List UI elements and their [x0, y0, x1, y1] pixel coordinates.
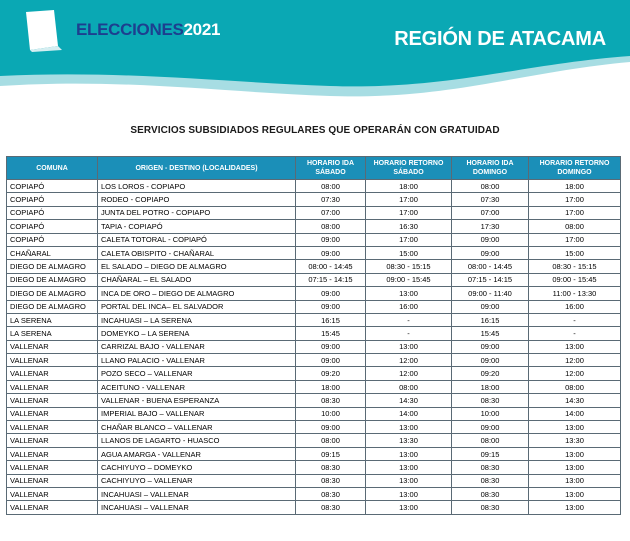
cell-ida-domingo: 08:00 — [452, 434, 529, 447]
table-row — [7, 313, 621, 326]
cell-comuna: VALLENAR — [7, 421, 98, 434]
cell-ida-domingo: 15:45 — [452, 327, 529, 340]
table-row — [7, 434, 621, 447]
cell-ida-domingo: 09:00 — [452, 246, 529, 259]
cell-retorno-sabado: 12:00 — [366, 354, 452, 367]
cell-ida-sabado: 08:00 - 14:45 — [296, 260, 366, 273]
cell-retorno-domingo: 13:30 — [529, 434, 621, 447]
table-row — [7, 246, 621, 259]
cell-comuna: COPIAPÓ — [7, 220, 98, 233]
cell-origen-destino: INCA DE ORO – DIEGO DE ALMAGRO — [98, 287, 296, 300]
table-row — [7, 461, 621, 474]
cell-retorno-sabado: 15:00 — [366, 246, 452, 259]
cell-comuna: VALLENAR — [7, 501, 98, 514]
cell-retorno-sabado: 13:30 — [366, 434, 452, 447]
cell-retorno-domingo: 12:00 — [529, 367, 621, 380]
cell-retorno-domingo: 13:00 — [529, 501, 621, 514]
cell-ida-domingo: 17:30 — [452, 220, 529, 233]
logo-word: ELECCIONES — [76, 20, 184, 39]
cell-ida-domingo: 09:00 — [452, 233, 529, 246]
cell-origen-destino: TAPIA - COPIAPÓ — [98, 220, 296, 233]
cell-retorno-sabado: 13:00 — [366, 287, 452, 300]
cell-ida-sabado: 15:45 — [296, 327, 366, 340]
col-header-comuna: COMUNA — [7, 157, 98, 180]
cell-retorno-sabado: 08:00 — [366, 380, 452, 393]
banner-wave-graphic — [0, 0, 630, 110]
col-header-ida-domingo: HORARIO IDA DOMINGO — [452, 157, 529, 180]
cell-comuna: COPIAPÓ — [7, 180, 98, 193]
cell-retorno-domingo: 17:00 — [529, 206, 621, 219]
cell-ida-sabado: 08:00 — [296, 220, 366, 233]
cell-origen-destino: ACEITUNO - VALLENAR — [98, 380, 296, 393]
cell-ida-sabado: 09:00 — [296, 421, 366, 434]
cell-ida-domingo: 09:00 — [452, 300, 529, 313]
table-row — [7, 367, 621, 380]
cell-comuna: LA SERENA — [7, 313, 98, 326]
cell-origen-destino: CALETA OBISPITO - CHAÑARAL — [98, 246, 296, 259]
cell-comuna: DIEGO DE ALMAGRO — [7, 260, 98, 273]
cell-retorno-sabado: 17:00 — [366, 193, 452, 206]
cell-ida-domingo: 07:00 — [452, 206, 529, 219]
table-header-row — [7, 157, 621, 180]
cell-retorno-domingo: 08:00 — [529, 220, 621, 233]
cell-ida-sabado: 08:30 — [296, 474, 366, 487]
cell-comuna: VALLENAR — [7, 340, 98, 353]
cell-retorno-sabado: 13:00 — [366, 340, 452, 353]
table-row — [7, 260, 621, 273]
cell-ida-sabado: 09:00 — [296, 340, 366, 353]
cell-comuna: COPIAPÓ — [7, 233, 98, 246]
table-row — [7, 327, 621, 340]
cell-ida-domingo: 09:00 — [452, 421, 529, 434]
cell-retorno-domingo: 09:00 - 15:45 — [529, 273, 621, 286]
cell-retorno-sabado: 16:00 — [366, 300, 452, 313]
cell-ida-domingo: 08:00 - 14:45 — [452, 260, 529, 273]
table-row — [7, 474, 621, 487]
cell-ida-domingo: 09:00 - 11:40 — [452, 287, 529, 300]
logo-wordmark — [76, 20, 220, 40]
cell-ida-sabado: 08:00 — [296, 434, 366, 447]
cell-ida-domingo: 18:00 — [452, 380, 529, 393]
cell-ida-sabado: 09:00 — [296, 233, 366, 246]
cell-ida-sabado: 07:00 — [296, 206, 366, 219]
cell-retorno-sabado: 13:00 — [366, 487, 452, 500]
cell-comuna: VALLENAR — [7, 407, 98, 420]
cell-retorno-domingo: 18:00 — [529, 180, 621, 193]
col-header-ida-sabado: HORARIO IDA SÁBADO — [296, 157, 366, 180]
cell-ida-sabado: 08:00 — [296, 180, 366, 193]
cell-ida-sabado: 18:00 — [296, 380, 366, 393]
cell-retorno-domingo: 11:00 - 13:30 — [529, 287, 621, 300]
cell-retorno-sabado: 18:00 — [366, 180, 452, 193]
cell-origen-destino: CALETA TOTORAL - COPIAPÓ — [98, 233, 296, 246]
col-header-retorno-domingo: HORARIO RETORNO DOMINGO — [529, 157, 621, 180]
cell-origen-destino: CHAÑAR BLANCO – VALLENAR — [98, 421, 296, 434]
cell-comuna: DIEGO DE ALMAGRO — [7, 300, 98, 313]
cell-retorno-domingo: - — [529, 327, 621, 340]
cell-retorno-domingo: 16:00 — [529, 300, 621, 313]
col-header-origen-destino: ORIGEN - DESTINO (LOCALIDADES) — [98, 157, 296, 180]
cell-ida-domingo: 08:30 — [452, 394, 529, 407]
table-row — [7, 421, 621, 434]
cell-retorno-sabado: 08:30 - 15:15 — [366, 260, 452, 273]
cell-comuna: VALLENAR — [7, 487, 98, 500]
cell-origen-destino: LLANOS DE LAGARTO - HUASCO — [98, 434, 296, 447]
table-row — [7, 380, 621, 393]
cell-ida-sabado: 09:00 — [296, 246, 366, 259]
page-subtitle: SERVICIOS SUBSIDIADOS REGULARES QUE OPERARÁN CON GRATUIDAD — [130, 125, 500, 136]
cell-comuna: VALLENAR — [7, 434, 98, 447]
table-row — [7, 501, 621, 514]
logo-year: 2021 — [183, 20, 221, 39]
cell-ida-sabado: 09:15 — [296, 447, 366, 460]
cell-comuna: VALLENAR — [7, 394, 98, 407]
cell-comuna: DIEGO DE ALMAGRO — [7, 287, 98, 300]
cell-ida-sabado: 08:30 — [296, 461, 366, 474]
table-row — [7, 447, 621, 460]
cell-retorno-domingo: 08:00 — [529, 380, 621, 393]
cell-comuna: VALLENAR — [7, 380, 98, 393]
cell-retorno-domingo: 13:00 — [529, 421, 621, 434]
cell-origen-destino: INCAHUASI – VALLENAR — [98, 487, 296, 500]
cell-retorno-sabado: - — [366, 327, 452, 340]
cell-ida-domingo: 16:15 — [452, 313, 529, 326]
cell-ida-domingo: 09:15 — [452, 447, 529, 460]
cell-comuna: VALLENAR — [7, 354, 98, 367]
cell-retorno-sabado: - — [366, 313, 452, 326]
cell-retorno-domingo: 13:00 — [529, 340, 621, 353]
table-row — [7, 206, 621, 219]
cell-retorno-sabado: 16:30 — [366, 220, 452, 233]
cell-ida-domingo: 08:30 — [452, 501, 529, 514]
cell-ida-sabado: 07:15 - 14:15 — [296, 273, 366, 286]
schedule-table — [6, 156, 621, 515]
cell-retorno-domingo: 14:00 — [529, 407, 621, 420]
cell-retorno-sabado: 13:00 — [366, 447, 452, 460]
cell-retorno-sabado: 13:00 — [366, 474, 452, 487]
cell-retorno-sabado: 17:00 — [366, 206, 452, 219]
table-row — [7, 487, 621, 500]
cell-retorno-domingo: 13:00 — [529, 474, 621, 487]
cell-retorno-sabado: 14:30 — [366, 394, 452, 407]
cell-retorno-domingo: 17:00 — [529, 233, 621, 246]
cell-ida-sabado: 09:00 — [296, 354, 366, 367]
table-row — [7, 273, 621, 286]
cell-retorno-domingo: 13:00 — [529, 487, 621, 500]
cell-comuna: VALLENAR — [7, 474, 98, 487]
cell-comuna: COPIAPÓ — [7, 193, 98, 206]
cell-retorno-domingo: 13:00 — [529, 447, 621, 460]
cell-origen-destino: EL SALADO – DIEGO DE ALMAGRO — [98, 260, 296, 273]
cell-ida-domingo: 10:00 — [452, 407, 529, 420]
cell-comuna: LA SERENA — [7, 327, 98, 340]
cell-origen-destino: INCAHUASI – VALLENAR — [98, 501, 296, 514]
cell-comuna: VALLENAR — [7, 447, 98, 460]
cell-ida-sabado: 08:30 — [296, 487, 366, 500]
cell-retorno-domingo: - — [529, 313, 621, 326]
cell-ida-domingo: 09:20 — [452, 367, 529, 380]
cell-ida-sabado: 08:30 — [296, 501, 366, 514]
cell-ida-domingo: 08:30 — [452, 487, 529, 500]
cell-retorno-domingo: 17:00 — [529, 193, 621, 206]
table-body — [7, 180, 621, 515]
cell-retorno-domingo: 12:00 — [529, 354, 621, 367]
cell-origen-destino: CARRIZAL BAJO - VALLENAR — [98, 340, 296, 353]
cell-origen-destino: CACHIYUYO – DOMEYKO — [98, 461, 296, 474]
cell-origen-destino: AGUA AMARGA - VALLENAR — [98, 447, 296, 460]
table-row — [7, 354, 621, 367]
cell-ida-domingo: 07:30 — [452, 193, 529, 206]
cell-ida-sabado: 07:30 — [296, 193, 366, 206]
table-row — [7, 233, 621, 246]
cell-comuna: DIEGO DE ALMAGRO — [7, 273, 98, 286]
header-banner — [0, 0, 630, 110]
cell-retorno-sabado: 17:00 — [366, 233, 452, 246]
cell-origen-destino: LOS LOROS - COPIAPO — [98, 180, 296, 193]
cell-ida-domingo: 08:30 — [452, 474, 529, 487]
cell-ida-domingo: 09:00 — [452, 340, 529, 353]
cell-retorno-domingo: 08:30 - 15:15 — [529, 260, 621, 273]
cell-ida-sabado: 10:00 — [296, 407, 366, 420]
table-row — [7, 287, 621, 300]
cell-retorno-sabado: 13:00 — [366, 461, 452, 474]
table-row — [7, 407, 621, 420]
cell-comuna: VALLENAR — [7, 461, 98, 474]
col-header-retorno-sabado: HORARIO RETORNO SÁBADO — [366, 157, 452, 180]
cell-origen-destino: INCAHUASI – LA SERENA — [98, 313, 296, 326]
cell-retorno-domingo: 13:00 — [529, 461, 621, 474]
cell-retorno-sabado: 12:00 — [366, 367, 452, 380]
cell-ida-domingo: 08:00 — [452, 180, 529, 193]
cell-origen-destino: CHAÑARAL – EL SALADO — [98, 273, 296, 286]
table-row — [7, 180, 621, 193]
cell-ida-sabado: 08:30 — [296, 394, 366, 407]
cell-retorno-sabado: 09:00 - 15:45 — [366, 273, 452, 286]
cell-comuna: CHAÑARAL — [7, 246, 98, 259]
cell-ida-sabado: 09:00 — [296, 300, 366, 313]
cell-retorno-sabado: 14:00 — [366, 407, 452, 420]
cell-ida-domingo: 07:15 - 14:15 — [452, 273, 529, 286]
table-row — [7, 394, 621, 407]
ballot-logo-icon — [24, 10, 64, 52]
cell-origen-destino: CACHIYUYO – VALLENAR — [98, 474, 296, 487]
cell-retorno-sabado: 13:00 — [366, 421, 452, 434]
cell-ida-sabado: 09:00 — [296, 287, 366, 300]
cell-comuna: VALLENAR — [7, 367, 98, 380]
cell-ida-sabado: 09:20 — [296, 367, 366, 380]
cell-origen-destino: VALLENAR - BUENA ESPERANZA — [98, 394, 296, 407]
region-title: REGIÓN DE ATACAMA — [394, 28, 606, 50]
cell-retorno-domingo: 15:00 — [529, 246, 621, 259]
cell-origen-destino: JUNTA DEL POTRO - COPIAPO — [98, 206, 296, 219]
cell-origen-destino: IMPERIAL BAJO – VALLENAR — [98, 407, 296, 420]
table-row — [7, 340, 621, 353]
cell-origen-destino: RODEO - COPIAPO — [98, 193, 296, 206]
cell-ida-domingo: 09:00 — [452, 354, 529, 367]
cell-ida-sabado: 16:15 — [296, 313, 366, 326]
table-row — [7, 193, 621, 206]
cell-comuna: COPIAPÓ — [7, 206, 98, 219]
cell-origen-destino: POZO SECO – VALLENAR — [98, 367, 296, 380]
cell-origen-destino: PORTAL DEL INCA– EL SALVADOR — [98, 300, 296, 313]
cell-retorno-domingo: 14:30 — [529, 394, 621, 407]
cell-origen-destino: LLANO PALACIO - VALLENAR — [98, 354, 296, 367]
table-row — [7, 300, 621, 313]
cell-origen-destino: DOMEYKO – LA SERENA — [98, 327, 296, 340]
cell-retorno-sabado: 13:00 — [366, 501, 452, 514]
cell-ida-domingo: 08:30 — [452, 461, 529, 474]
table-row — [7, 220, 621, 233]
